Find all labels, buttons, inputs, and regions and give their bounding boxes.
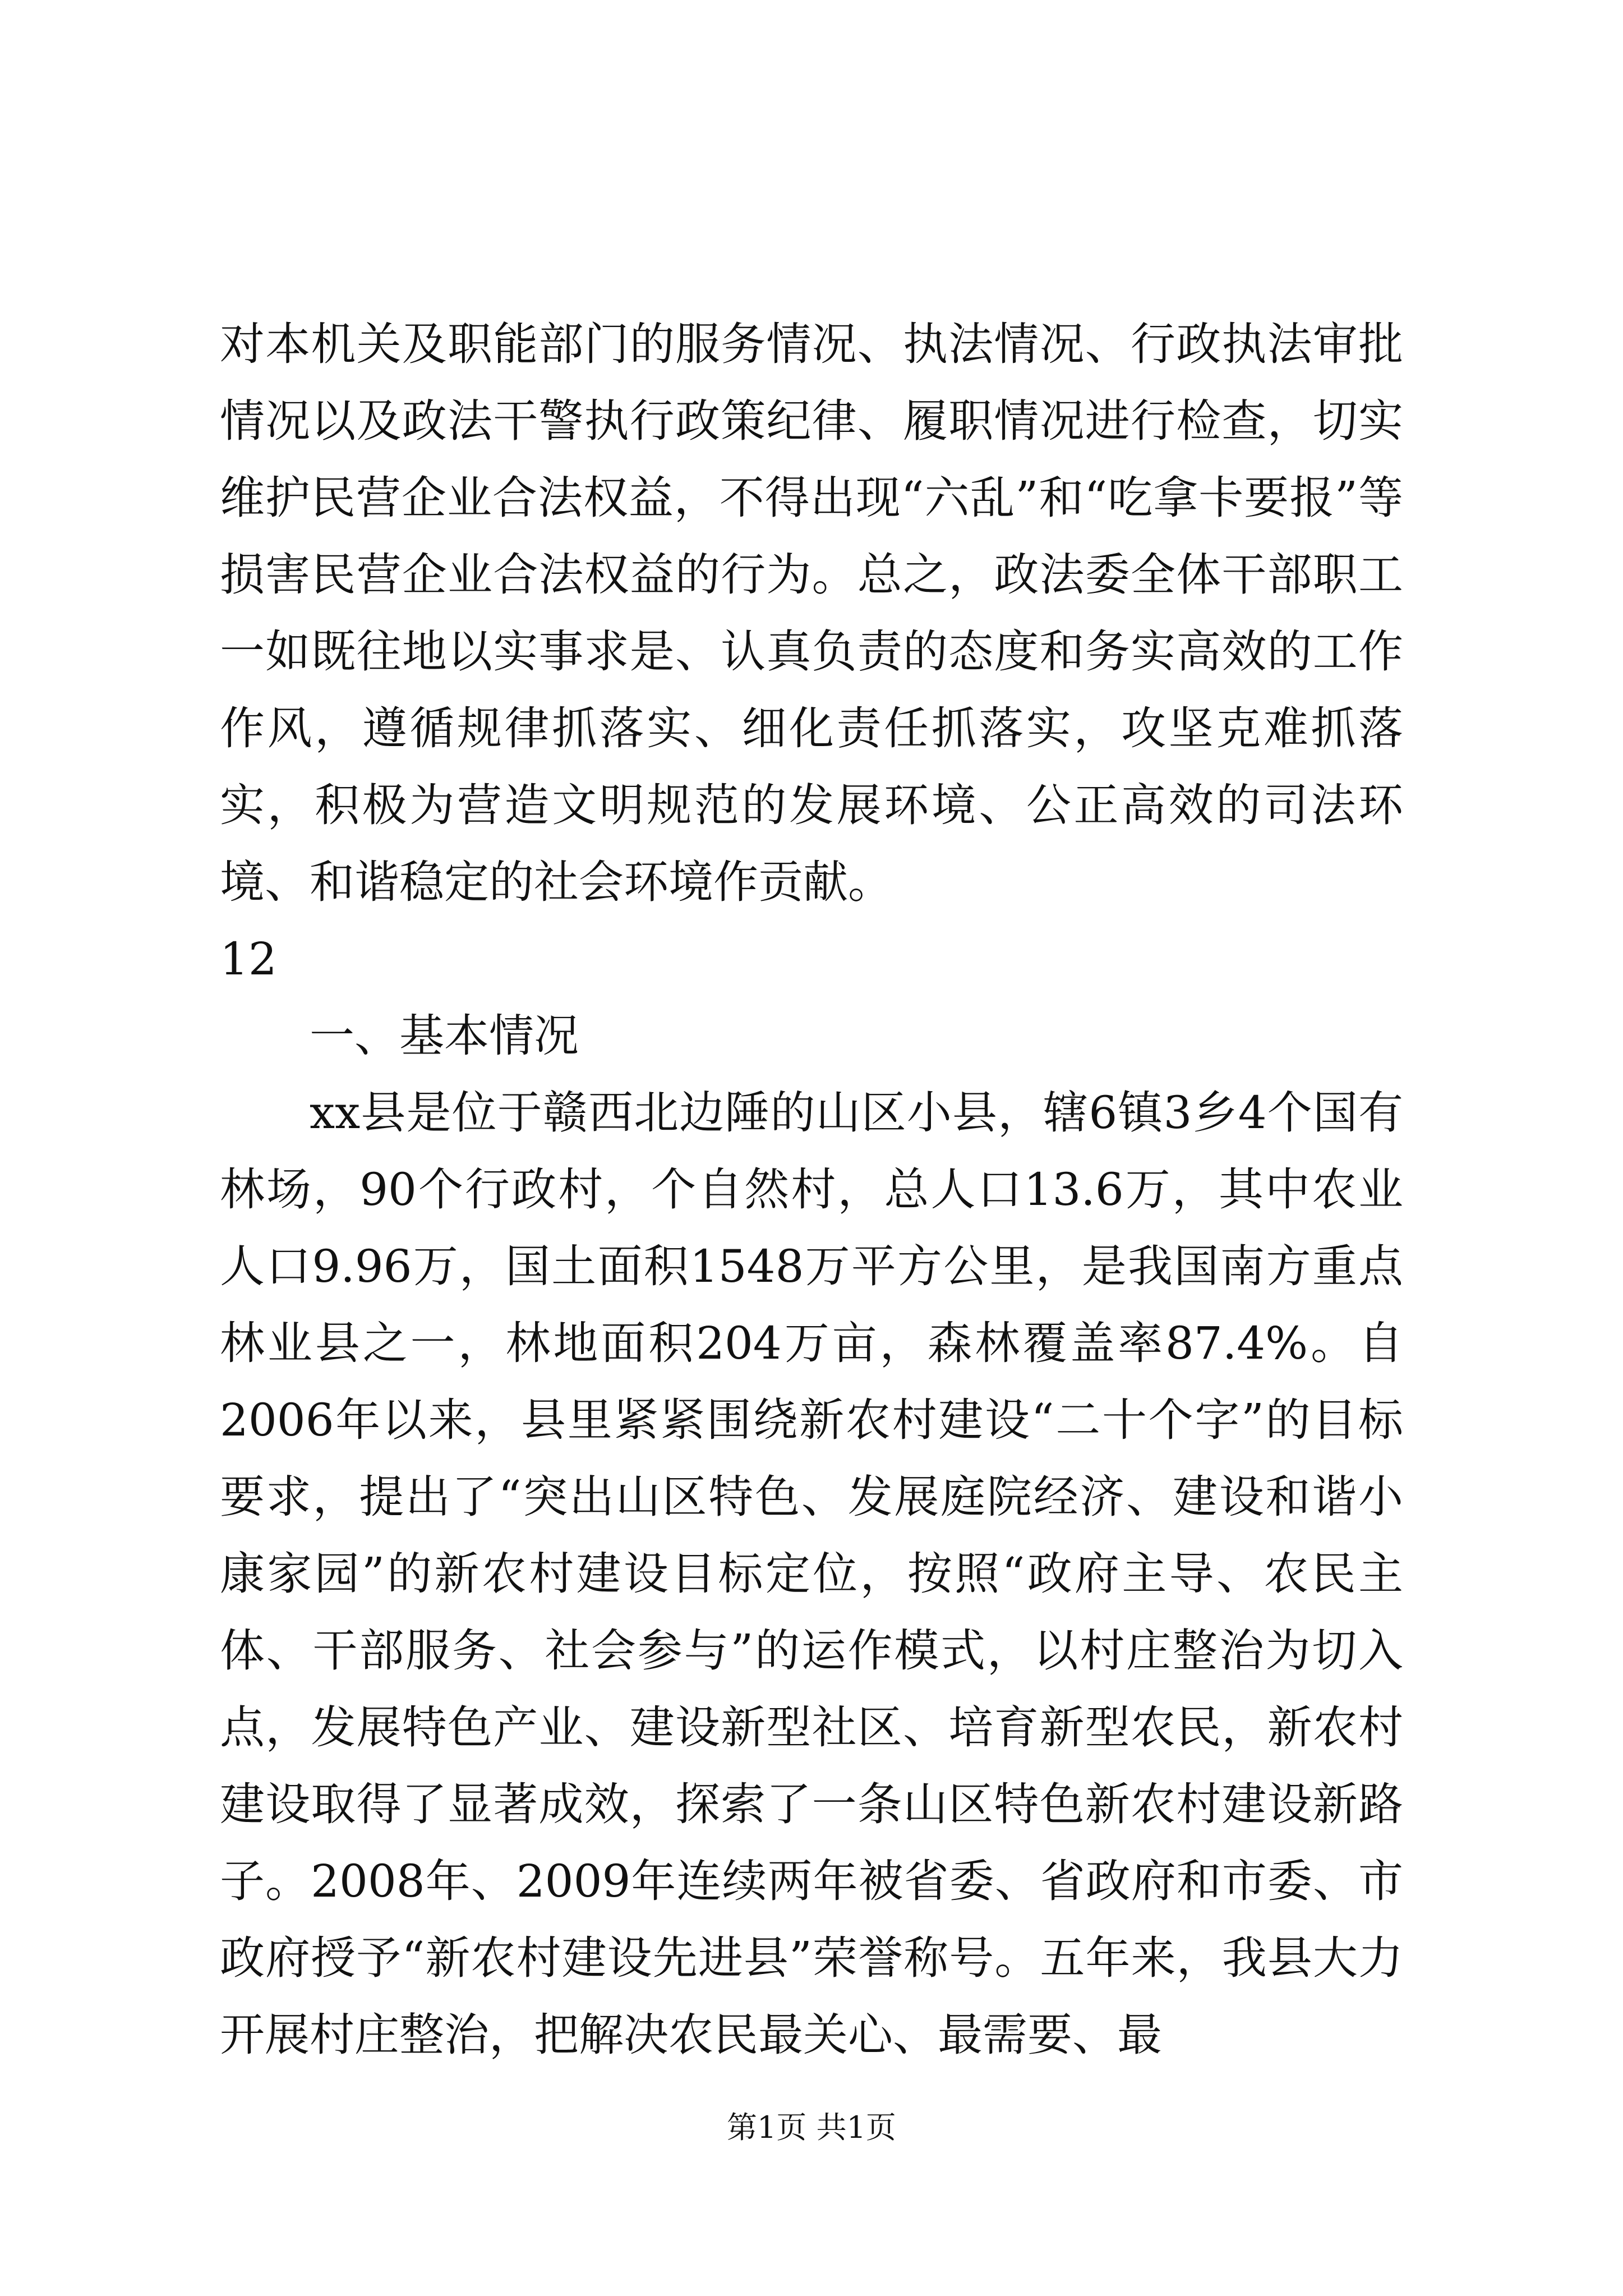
paragraph-number: 12 — [220, 933, 277, 985]
section-heading: 一、基本情况 — [310, 1010, 579, 1062]
page-footer: 第1页 共1页 — [727, 2110, 896, 2145]
document-body — [220, 306, 1403, 2073]
paragraph-continuation: 对本机关及职能部门的服务情况、执法情况、行政执法审批情况以及政法干警执行政策纪律、履职情况进行检查，切实维护民营企业合法权益，不得出现“六乱”和“吃拿卡要报”等损害民营企业合法权益的行为。总之，政法委全体干部职工一如既往地以实事求是、认真负责的态度和务实高效的工作作风，遵循规律抓落实、细化责任抓落实，攻坚克难抓落实，积极为营造文明规范的发展环境、公正高效的司法环境、和谐稳定的社会环境作贡献。 — [220, 318, 1403, 908]
paragraph-basic-situation: xx县是位于赣西北边陲的山区小县，辖6镇3乡4个国有林场，90个行政村，个自然村，总人口13.6万，其中农业人口9.96万，国土面积1548万平方公里，是我国南方重点林业县之一，林地面积204万亩，森林覆盖率87.4%。自2006年以来，县里紧紧围绕新农村建设“二十个字”的目标要求，提出了“突出山区特色、发展庭院经济、建设和谐小康家园”的新农村建设目标定位，按照“政府主导、农民主体、干部服务、社会参与”的运作模式，以村庄整治为切入点，发展特色产业、建设新型社区、培育新型农民，新农村建设取得了显著成效，探索了一条山区特色新农村建设新路子。2008年、2009年连续两年被省委、省政府和市委、市政府授予“新农村建设先进县”荣誉称号。五年来，我县大力开展村庄整治，把解决农民最关心、最需要、最 — [220, 1087, 1403, 2061]
